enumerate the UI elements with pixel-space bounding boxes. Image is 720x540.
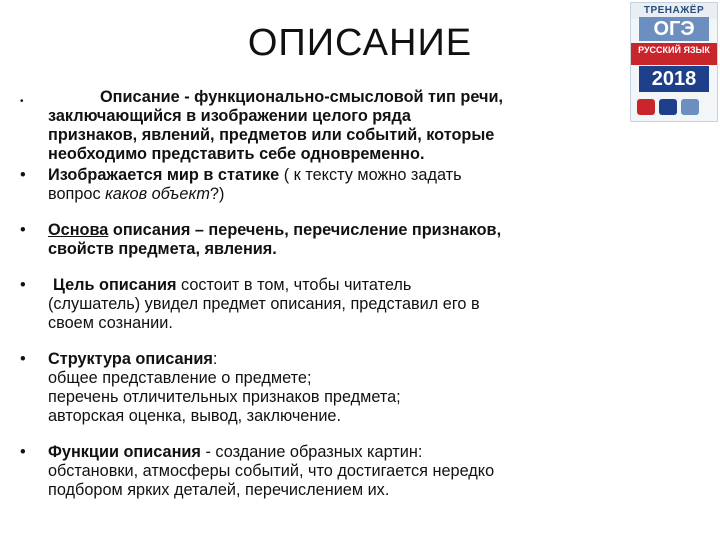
item-4-line-3: своем сознании.	[48, 314, 173, 332]
item-3-line-2: свойств предмета, явления.	[48, 240, 277, 258]
cover-logo-text: ОГЭ	[639, 17, 709, 41]
list-item	[20, 350, 580, 426]
item-6-line-2: подбором ярких деталей, перечислением их.	[48, 481, 390, 499]
item-1-line-3: признаков, явлений, предметов или событий, которые	[48, 126, 495, 144]
item-2-line2-b: ?)	[209, 185, 225, 203]
bullet-icon: •	[20, 166, 26, 184]
item-6-line-1: обстановки, атмосферы событий, что достигается нередко	[48, 462, 495, 480]
item-4-line-2: (слушатель) увидел предмет описания, представил его в	[48, 295, 480, 313]
item-5-colon: :	[212, 350, 218, 368]
item-5-line-2: перечень отличительных признаков предмета;	[48, 388, 401, 406]
bullet-icon: •	[20, 96, 24, 107]
list-item	[20, 443, 580, 500]
item-6-heading: Функции описания	[48, 443, 201, 461]
list-item	[20, 88, 580, 164]
list-item	[20, 276, 580, 333]
list-item	[20, 221, 580, 259]
item-3-text: описания – перечень, перечисление признаков,	[108, 221, 502, 239]
item-6-text: - создание образных картин:	[200, 443, 423, 461]
bullet-icon: •	[20, 276, 26, 294]
item-1-line-4: необходимо представить себе одновременно.	[48, 145, 425, 163]
bullet-icon: •	[20, 350, 26, 368]
item-4-bold: Цель описания	[53, 276, 177, 294]
cover-year: 2018	[639, 66, 709, 92]
bullet-icon: •	[20, 221, 26, 239]
item-5-line-3: авторская оценка, вывод, заключение.	[48, 407, 342, 425]
item-5-line-1: общее представление о предмете;	[48, 369, 312, 387]
item-4-text: состоит в том, чтобы читатель	[176, 276, 412, 294]
item-5-heading: Структура описания	[48, 350, 213, 368]
book-cover-image	[630, 2, 718, 122]
item-2-text: ( к тексту можно задать	[279, 166, 462, 184]
bullet-list	[20, 88, 580, 500]
bullet-icon: •	[20, 443, 26, 461]
item-2-line2-italic: каков объект	[105, 185, 210, 203]
item-2-line2-a: вопрос	[48, 185, 106, 203]
cover-subject-text: РУССКИЙ ЯЗЫК	[638, 45, 710, 55]
item-1-line-2: заключающийся в изображении целого ряда	[48, 107, 411, 125]
page-title: ОПИСАНИЕ	[247, 22, 473, 64]
cover-bottom-decor	[635, 95, 713, 119]
item-3-bold: Основа	[48, 221, 109, 239]
cover-top-text: ТРЕНАЖЁР	[631, 3, 717, 19]
list-item	[20, 166, 580, 204]
item-2-bold: Изображается мир в статике	[48, 166, 280, 184]
item-1-line-1: Описание - функционально-смысловой тип речи,	[100, 88, 503, 106]
